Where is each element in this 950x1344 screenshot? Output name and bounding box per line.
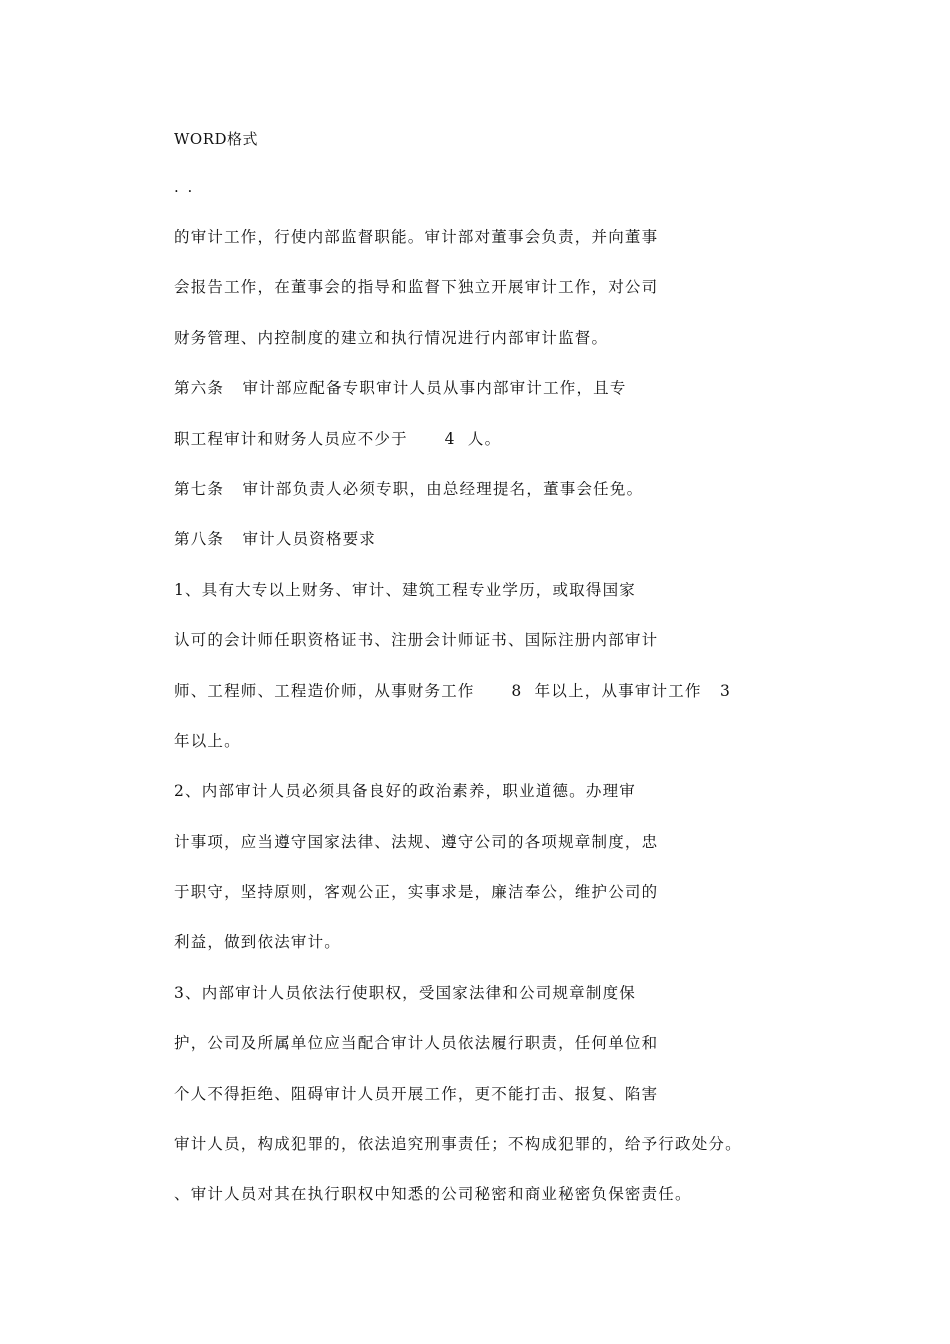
- text-line: 于职守，坚持原则，客观公正，实事求是，廉洁奉公，维护公司的: [174, 883, 659, 902]
- document-body: [174, 226, 914, 1234]
- text-line: 个人不得拒绝、阻碍审计人员开展工作，更不能打击、报复、陷害: [174, 1084, 659, 1103]
- list-item-1: 1、具有大专以上财务、审计、建筑工程专业学历，或取得国家: [174, 580, 636, 599]
- list-item-3: 3、内部审计人员依法行使职权，受国家法律和公司规章制度保: [174, 983, 636, 1002]
- text-line: 认可的会计师任职资格证书、注册会计师证书、国际注册内部审计: [174, 631, 659, 650]
- text-line: 财务管理、内控制度的建立和执行情况进行内部审计监督。: [174, 328, 609, 347]
- text-line: 年以上。: [174, 731, 241, 750]
- article-6: 第六条 审计部应配备专职审计人员从事内部审计工作，且专: [174, 379, 627, 398]
- text-line: 护，公司及所属单位应当配合审计人员依法履行职责，任何单位和: [174, 1034, 659, 1053]
- text-line: 会报告工作，在董事会的指导和监督下独立开展审计工作，对公司: [174, 278, 659, 297]
- document-header: WORD格式: [174, 130, 259, 148]
- text-line: 职工程审计和财务人员应不少于 4 人。: [174, 429, 502, 448]
- text-line: 的审计工作，行使内部监督职能。审计部对董事会负责，并向董事: [174, 228, 659, 246]
- text-line: 利益，做到依法审计。: [174, 933, 342, 952]
- list-item-4: 、审计人员对其在执行职权中知悉的公司秘密和商业秘密负保密责任。: [174, 1185, 692, 1204]
- header-dots: . .: [174, 178, 195, 196]
- text-line: 计事项，应当遵守国家法律、法规、遵守公司的各项规章制度，忠: [174, 832, 659, 851]
- list-item-2: 2、内部审计人员必须具备良好的政治素养，职业道德。办理审: [174, 782, 636, 801]
- article-8: 第八条 审计人员资格要求: [174, 530, 377, 549]
- text-line: 师、工程师、工程造价师，从事财务工作 8 年以上，从事审计工作 3: [174, 681, 732, 700]
- text-line: 审计人员，构成犯罪的，依法追究刑事责任；不构成犯罪的，给予行政处分。: [174, 1135, 742, 1154]
- article-7: 第七条 审计部负责人必须专职，由总经理提名，董事会任免。: [174, 479, 644, 498]
